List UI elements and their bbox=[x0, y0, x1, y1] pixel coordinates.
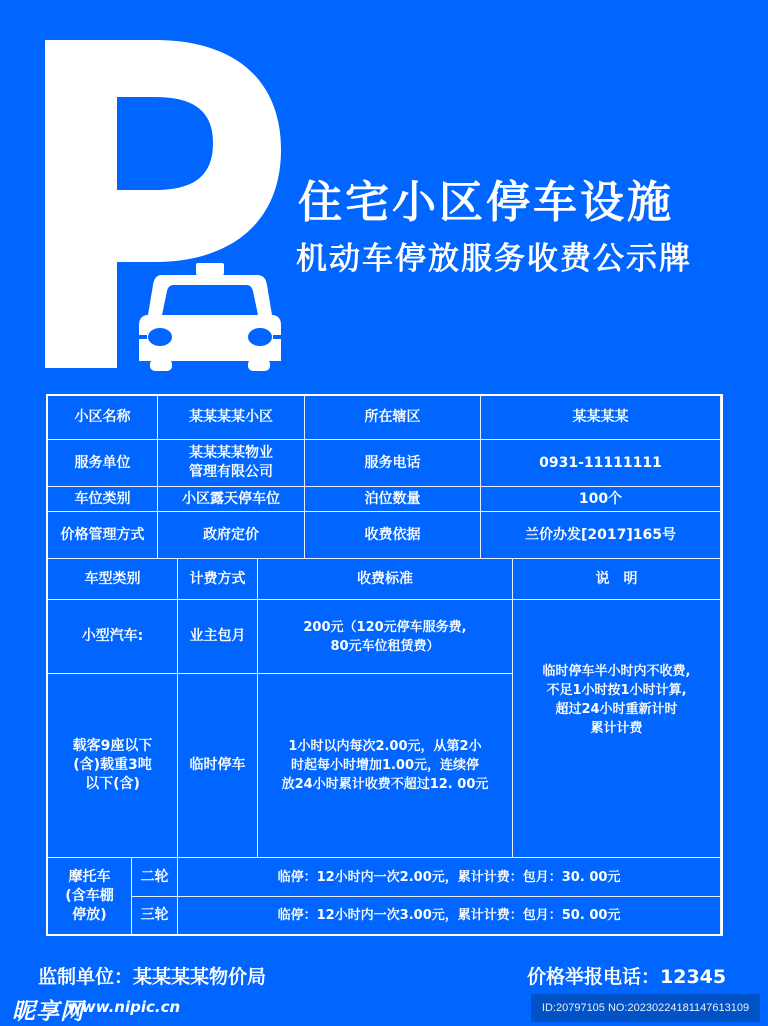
label-community-name: 小区名称 bbox=[47, 395, 158, 440]
taxi-car-icon bbox=[138, 263, 282, 371]
small-car-standard bbox=[257, 599, 513, 674]
value-service-unit bbox=[157, 439, 305, 487]
label-fee-basis: 收费依据 bbox=[304, 511, 481, 559]
passenger-car-type bbox=[47, 673, 178, 858]
notes-cell bbox=[512, 599, 721, 858]
motorcycle-type-line1: 摩托车 bbox=[68, 868, 111, 885]
two-wheel-standard: 临停：12小时内一次2.00元，累计计费：包月：30. 00元 bbox=[177, 857, 721, 897]
passenger-standard-line2: 时起每小时增加1.00元，连续停 bbox=[290, 758, 480, 773]
value-district: 某某某某 bbox=[480, 395, 721, 440]
motorcycle-type-line3: 停放) bbox=[72, 906, 107, 923]
service-unit-line2: 管理有限公司 bbox=[189, 464, 273, 480]
watermark-brand: 昵享网 bbox=[12, 999, 84, 1025]
notes-line4: 累计计费 bbox=[590, 720, 643, 736]
small-car-method: 业主包月 bbox=[177, 599, 258, 674]
notes-line1: 临时停车半小时内不收费, bbox=[542, 663, 691, 679]
label-service-unit: 服务单位 bbox=[47, 439, 158, 487]
passenger-type-line2: (含)载重3吨 bbox=[73, 757, 152, 773]
watermark-id-box: ID:20797105 NO:20230224181147613109 bbox=[531, 994, 760, 1022]
watermark-url: www.nipic.cn bbox=[68, 998, 181, 1016]
label-space-type: 车位类别 bbox=[47, 486, 158, 512]
header-notes: 说 明 bbox=[512, 558, 721, 600]
two-wheel-label: 二轮 bbox=[131, 857, 178, 897]
value-price-management: 政府定价 bbox=[157, 511, 305, 559]
value-community-name: 某某某某小区 bbox=[157, 395, 305, 440]
passenger-car-standard bbox=[257, 673, 513, 858]
motorcycle-type bbox=[47, 857, 132, 935]
label-price-management: 价格管理方式 bbox=[47, 511, 158, 559]
passenger-standard-line1: 1小时以内每次2.00元，从第2小 bbox=[288, 739, 482, 754]
small-car-standard-line2: 80元车位租赁费） bbox=[330, 638, 440, 654]
value-service-phone: 0931-11111111 bbox=[480, 439, 721, 487]
service-unit-line1: 某某某某物业 bbox=[189, 445, 273, 461]
label-service-phone: 服务电话 bbox=[304, 439, 481, 487]
small-car-standard-line1: 200元（120元停车服务费, bbox=[303, 619, 467, 635]
header-fee-standard: 收费标准 bbox=[257, 558, 513, 600]
notes-line2: 不足1小时按1小时计算, bbox=[546, 682, 687, 698]
page-title: 住宅小区停车设施 bbox=[298, 177, 674, 228]
passenger-type-line1: 载客9座以下 bbox=[72, 738, 153, 754]
three-wheel-standard: 临停：12小时内一次3.00元，累计计费：包月：50. 00元 bbox=[177, 896, 721, 935]
value-space-type: 小区露天停车位 bbox=[157, 486, 305, 512]
supervisor-text: 监制单位：某某某某物价局 bbox=[38, 966, 267, 988]
header-billing-method: 计费方式 bbox=[177, 558, 258, 600]
report-hotline-text: 价格举报电话：12345 bbox=[527, 966, 727, 988]
passenger-type-line3: 以下(含) bbox=[85, 776, 140, 792]
label-space-count: 泊位数量 bbox=[304, 486, 481, 512]
label-district: 所在辖区 bbox=[304, 395, 481, 440]
passenger-standard-line3: 放24小时累计收费不超过12. 00元 bbox=[281, 777, 489, 792]
notes-line3: 超过24小时重新计时 bbox=[555, 701, 678, 717]
value-space-count: 100个 bbox=[480, 486, 721, 512]
page-subtitle: 机动车停放服务收费公示牌 bbox=[296, 241, 692, 277]
small-car-type: 小型汽车: bbox=[47, 599, 178, 674]
value-fee-basis: 兰价办发[2017]165号 bbox=[480, 511, 721, 559]
motorcycle-type-line2: (含车棚 bbox=[65, 887, 114, 904]
three-wheel-label: 三轮 bbox=[131, 896, 178, 935]
passenger-car-method: 临时停车 bbox=[177, 673, 258, 858]
header-vehicle-type: 车型类别 bbox=[47, 558, 178, 600]
